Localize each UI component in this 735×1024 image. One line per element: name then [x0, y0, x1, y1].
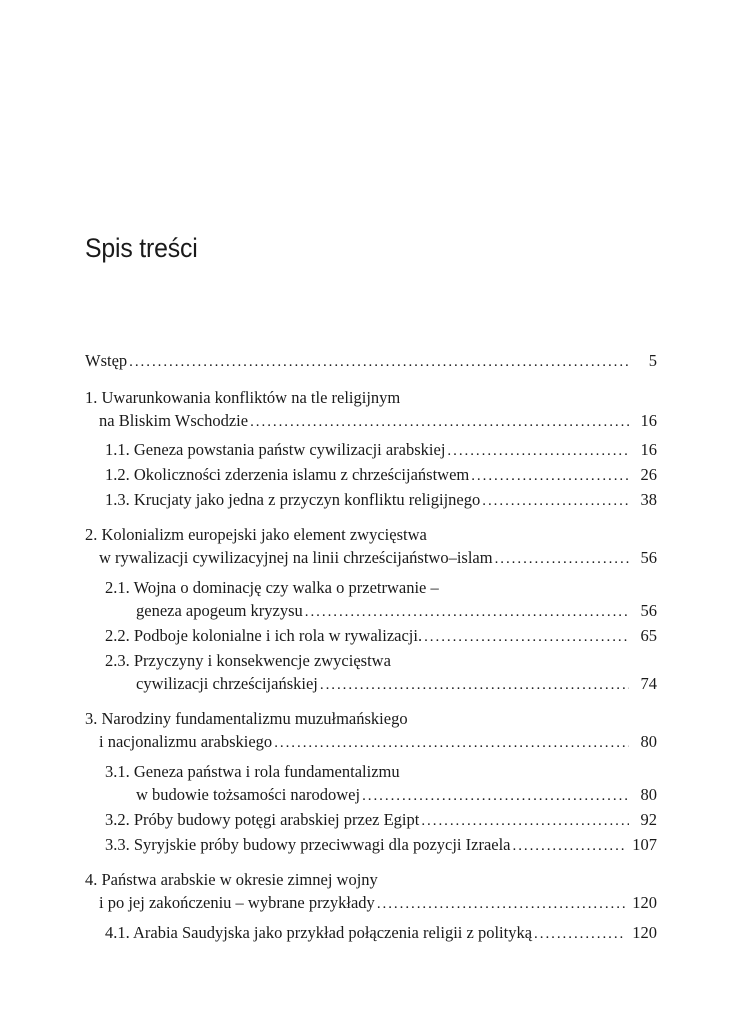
dot-leader — [320, 674, 629, 697]
toc-entry-text: i nacjonalizmu arabskiego — [99, 732, 273, 751]
toc-page-number: 16 — [640, 411, 657, 430]
dot-leader — [362, 785, 629, 808]
toc-entry-text: na Bliskim Wschodzie — [99, 411, 249, 430]
toc-page-number: 5 — [648, 351, 657, 370]
dot-leader — [495, 548, 629, 571]
toc-chapter-title-line1: 4. Państwa arabskie w okresie zimnej wojny — [85, 870, 378, 889]
toc-entry-text: geneza apogeum kryzysu — [136, 601, 303, 620]
toc-chapter-2 — [85, 523, 657, 569]
toc-chapter-title-line2 — [85, 730, 657, 753]
dot-leader — [129, 351, 629, 374]
toc-subsections-4 — [85, 921, 657, 944]
toc-chapter-title-line1: 2. Kolonializm europejski jako element zwycięstwa — [85, 525, 427, 544]
toc-entry-3-1 — [105, 760, 657, 806]
toc-page-number: 38 — [640, 490, 657, 509]
toc-entry-1-2 — [105, 463, 657, 486]
dot-leader — [377, 893, 626, 916]
toc-entry-line1: 3.1. Geneza państwa i rola fundamentalizmu — [105, 762, 400, 781]
toc-page-number: 120 — [632, 923, 657, 942]
toc-entry-line2 — [105, 672, 657, 695]
toc-chapter-title-line2 — [85, 891, 657, 914]
dot-leader — [424, 626, 629, 649]
toc-entry-text: 1.2. Okoliczności zderzenia islamu z chrześcijaństwem — [105, 465, 470, 484]
dot-leader — [274, 732, 629, 755]
toc-page-number: 26 — [640, 465, 657, 484]
toc-page-number: 80 — [640, 785, 657, 804]
toc-page-number: 107 — [632, 835, 657, 854]
toc-entry-2-1 — [105, 576, 657, 622]
toc-page-number: 16 — [640, 440, 657, 459]
toc-entry-text: w rywalizacji cywilizacyjnej na linii chrześcijaństwo–islam — [99, 548, 493, 567]
toc-entry-4-1 — [105, 921, 657, 944]
toc-entry-line1: 2.3. Przyczyny i konsekwencje zwycięstwa — [105, 651, 391, 670]
toc-entry-text: Wstęp — [85, 351, 128, 370]
table-of-contents — [85, 349, 657, 944]
toc-chapter-title-line1: 1. Uwarunkowania konfliktów na tle religijnym — [85, 388, 401, 407]
toc-page-number: 92 — [640, 810, 657, 829]
toc-chapter-title-line1: 3. Narodziny fundamentalizmu muzułmańskiego — [85, 709, 408, 728]
toc-subsections-3 — [85, 760, 657, 856]
toc-chapter-title-line2 — [85, 546, 657, 569]
toc-entry-2-3 — [105, 649, 657, 695]
page-title: Spis treści — [85, 233, 198, 263]
toc-entry-text: 4.1. Arabia Saudyjska jako przykład połączenia religii z polityką — [105, 923, 533, 942]
toc-page-number: 80 — [640, 732, 657, 751]
toc-chapter-4 — [85, 868, 657, 914]
dot-leader — [482, 490, 629, 513]
dot-leader — [421, 810, 629, 833]
toc-page-number: 56 — [640, 548, 657, 567]
toc-entry-text: 1.1. Geneza powstania państw cywilizacji arabskiej — [105, 440, 446, 459]
toc-chapter-1 — [85, 386, 657, 432]
toc-subsections-2 — [85, 576, 657, 695]
toc-entry-text: w budowie tożsamości narodowej — [136, 785, 361, 804]
toc-page-number: 120 — [632, 893, 657, 912]
toc-entry-text: i po jej zakończeniu – wybrane przykłady — [99, 893, 375, 912]
toc-page-number: 65 — [640, 626, 657, 645]
toc-chapter-3 — [85, 707, 657, 753]
toc-entry-2-2 — [105, 624, 657, 647]
toc-entry-text: 2.2. Podboje kolonialne i ich rola w rywalizacji. — [105, 626, 423, 645]
toc-entry-1-1 — [105, 438, 657, 461]
toc-subsections-1 — [85, 438, 657, 511]
toc-entry-text: cywilizacji chrześcijańskiej — [136, 674, 318, 693]
toc-entry-line1: 2.1. Wojna o dominację czy walka o przetrwanie – — [105, 578, 439, 597]
toc-entry-3-3 — [105, 833, 657, 856]
toc-entry-wstep — [85, 349, 657, 372]
toc-chapter-title-line2 — [85, 409, 657, 432]
toc-entry-3-2 — [105, 808, 657, 831]
dot-leader — [471, 465, 629, 488]
dot-leader — [305, 601, 629, 624]
toc-page-number: 74 — [640, 674, 657, 693]
toc-page-number: 56 — [640, 601, 657, 620]
dot-leader — [447, 440, 629, 463]
toc-entry-text: 3.3. Syryjskie próby budowy przeciwwagi dla pozycji Izraela — [105, 835, 511, 854]
dot-leader — [534, 923, 626, 946]
toc-entry-line2 — [105, 599, 657, 622]
toc-entry-text: 1.3. Krucjaty jako jedna z przyczyn konfliktu religijnego — [105, 490, 481, 509]
toc-entry-1-3 — [105, 488, 657, 511]
toc-entry-text: 3.2. Próby budowy potęgi arabskiej przez Egipt — [105, 810, 420, 829]
dot-leader — [250, 411, 629, 434]
toc-entry-line2 — [105, 783, 657, 806]
dot-leader — [513, 835, 627, 858]
